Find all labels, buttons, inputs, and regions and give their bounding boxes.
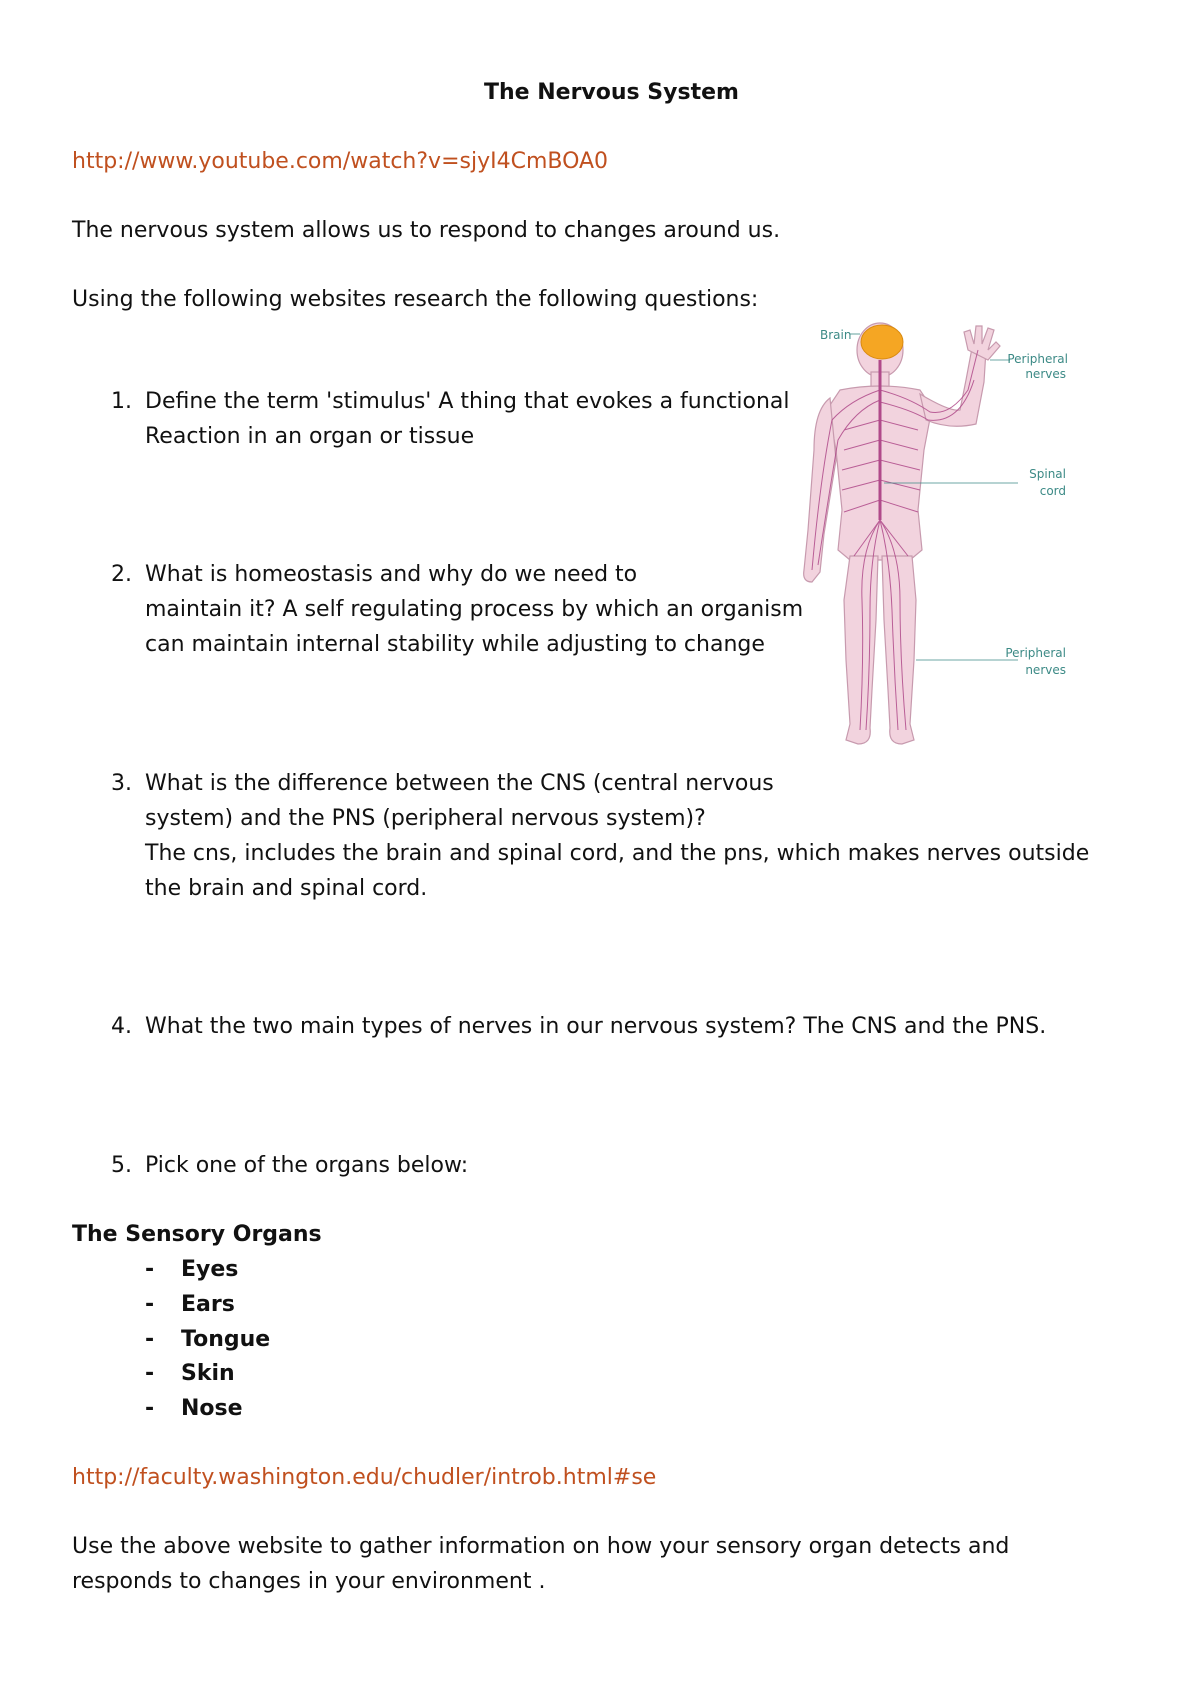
question-3-number: 3.	[111, 771, 132, 796]
list-item-nose: Nose	[181, 1396, 243, 1421]
label-peripheral-nerves-bottom-1: Peripheral	[1005, 646, 1066, 660]
question-5-line-1: Pick one of the organs below:	[145, 1153, 469, 1178]
label-brain: Brain	[820, 328, 852, 342]
question-1-line-2: Reaction in an organ or tissue	[145, 424, 475, 449]
instruction-text: Using the following websites research the following questions:	[72, 287, 759, 312]
list-bullet: -	[145, 1292, 155, 1317]
list-bullet: -	[145, 1361, 155, 1386]
question-3-line-3: The cns, includes the brain and spinal cord, and the pns, which makes nerves outside	[145, 841, 1090, 866]
question-2-line-2: maintain it? A self regulating process by which an organism	[145, 597, 804, 622]
list-bullet: -	[145, 1257, 155, 1282]
question-1-number: 1.	[111, 389, 132, 414]
list-item-tongue: Tongue	[181, 1327, 271, 1352]
washington-link[interactable]: http://faculty.washington.edu/chudler/introb.html#se	[72, 1465, 657, 1490]
question-3-line-4: the brain and spinal cord.	[145, 876, 428, 901]
list-bullet: -	[145, 1327, 155, 1352]
youtube-link[interactable]: http://www.youtube.com/watch?v=sjyI4CmBOA0	[72, 149, 609, 174]
label-peripheral-nerves-bottom-2: nerves	[1025, 663, 1066, 677]
question-3-line-2: system) and the PNS (peripheral nervous system)?	[145, 806, 706, 831]
question-2-number: 2.	[111, 562, 132, 587]
label-peripheral-nerves-top-1: Peripheral	[1007, 352, 1068, 366]
intro-text: The nervous system allows us to respond to changes around us.	[72, 218, 781, 243]
question-3-line-1: What is the difference between the CNS (central nervous	[145, 771, 774, 796]
closing-line-1: Use the above website to gather information on how your sensory organ detects and	[72, 1534, 1010, 1559]
page-title: The Nervous System	[484, 80, 739, 105]
label-spinal-cord-2: cord	[1039, 484, 1066, 498]
closing-line-2: responds to changes in your environment .	[72, 1569, 546, 1594]
question-5-number: 5.	[111, 1153, 132, 1178]
question-4-number: 4.	[111, 1014, 132, 1039]
brain-shape	[861, 325, 903, 359]
question-1-line-1: Define the term 'stimulus' A thing that evokes a functional	[145, 389, 790, 414]
sensory-organs-heading: The Sensory Organs	[72, 1222, 322, 1247]
list-item-eyes: Eyes	[181, 1257, 239, 1282]
list-item-skin: Skin	[181, 1361, 235, 1386]
question-2-line-3: can maintain internal stability while adjusting to change	[145, 632, 765, 657]
body-silhouette	[804, 323, 1000, 744]
question-4-line-1: What the two main types of nerves in our nervous system? The CNS and the PNS.	[145, 1014, 1047, 1039]
list-bullet: -	[145, 1396, 155, 1421]
list-item-ears: Ears	[181, 1292, 235, 1317]
label-spinal-cord-1: Spinal	[1029, 467, 1066, 481]
question-2-line-1: What is homeostasis and why do we need to	[145, 562, 638, 587]
label-peripheral-nerves-top-2: nerves	[1025, 367, 1066, 381]
nervous-system-diagram	[800, 320, 1080, 780]
